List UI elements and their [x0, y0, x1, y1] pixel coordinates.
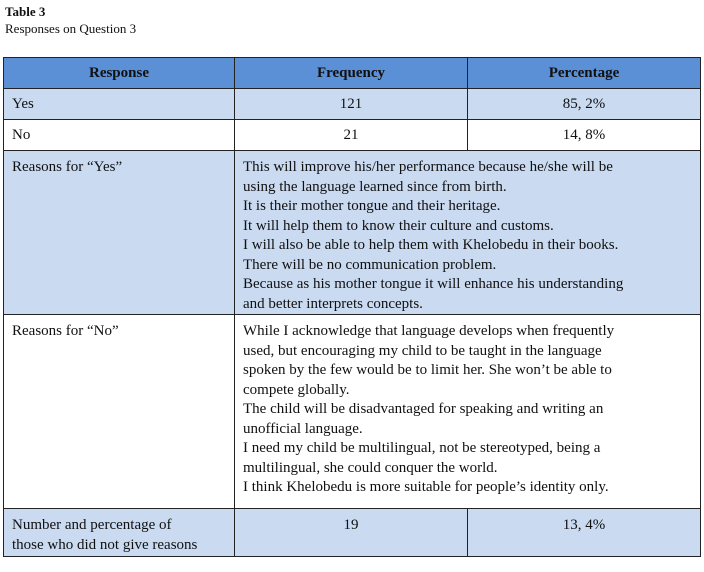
reason-line: and better interprets concepts. — [243, 295, 423, 312]
no-frequency: 21 — [235, 120, 468, 151]
no-reasons-label-line: those who did not give reasons — [12, 536, 198, 553]
yes-label: Yes — [4, 89, 235, 120]
header-response: Response — [4, 58, 235, 89]
reason-line: spoken by the few would be to limit her. She won’t be able to — [243, 362, 612, 378]
reason-line: used, but encouraging my child to be taught in the language — [243, 342, 602, 359]
table-row-no-reasons — [4, 509, 701, 557]
table-row-reasons-yes — [4, 151, 701, 315]
reason-line: I need my child be multilingual, not be stereotyped, being a — [243, 440, 601, 456]
table-caption — [5, 3, 136, 37]
reasons-no-label: Reasons for “No” — [4, 315, 235, 509]
reason-line: There will be no communication problem. — [243, 256, 497, 273]
responses-table — [3, 57, 701, 557]
reason-line: I will also be able to help them with Khelobedu in their books. — [243, 237, 619, 253]
reason-line: Because as his mother tongue it will enhance his understanding — [243, 276, 624, 292]
no-label: No — [4, 120, 235, 151]
no-reasons-percentage: 13, 4% — [468, 509, 701, 557]
reason-line: It is their mother tongue and their heritage. — [243, 198, 501, 214]
header-frequency: Frequency — [235, 58, 468, 89]
reason-line: While I acknowledge that language develops when frequently — [243, 323, 615, 339]
reasons-no-text — [235, 315, 701, 509]
reason-line: I think Khelobedu is more suitable for people’s identity only. — [243, 479, 609, 495]
reasons-yes-label: Reasons for “Yes” — [4, 151, 235, 315]
table-subtitle: Responses on Question 3 — [5, 21, 137, 36]
reason-line: The child will be disadvantaged for speaking and writing an — [243, 401, 604, 417]
no-percentage: 14, 8% — [468, 120, 701, 151]
yes-frequency: 121 — [235, 89, 468, 120]
reason-line: unofficial language. — [243, 420, 363, 437]
header-row — [4, 58, 701, 89]
header-percentage: Percentage — [468, 58, 701, 89]
reason-line: compete globally. — [243, 381, 350, 398]
table-row-no — [4, 120, 701, 151]
table-number: Table 3 — [5, 4, 46, 19]
no-reasons-frequency: 19 — [235, 509, 468, 557]
reason-line: multilingual, she could conquer the world. — [243, 459, 498, 476]
reasons-yes-text — [235, 151, 701, 315]
reason-line: It will help them to know their culture and customs. — [243, 217, 554, 234]
no-reasons-label-line: Number and percentage of — [12, 517, 172, 533]
reason-line: using the language learned since from birth. — [243, 178, 507, 195]
reason-line: This will improve his/her performance because he/she will be — [243, 159, 613, 175]
no-reasons-label — [4, 509, 235, 557]
table-row-yes — [4, 89, 701, 120]
yes-percentage: 85, 2% — [468, 89, 701, 120]
table-row-reasons-no — [4, 315, 701, 509]
